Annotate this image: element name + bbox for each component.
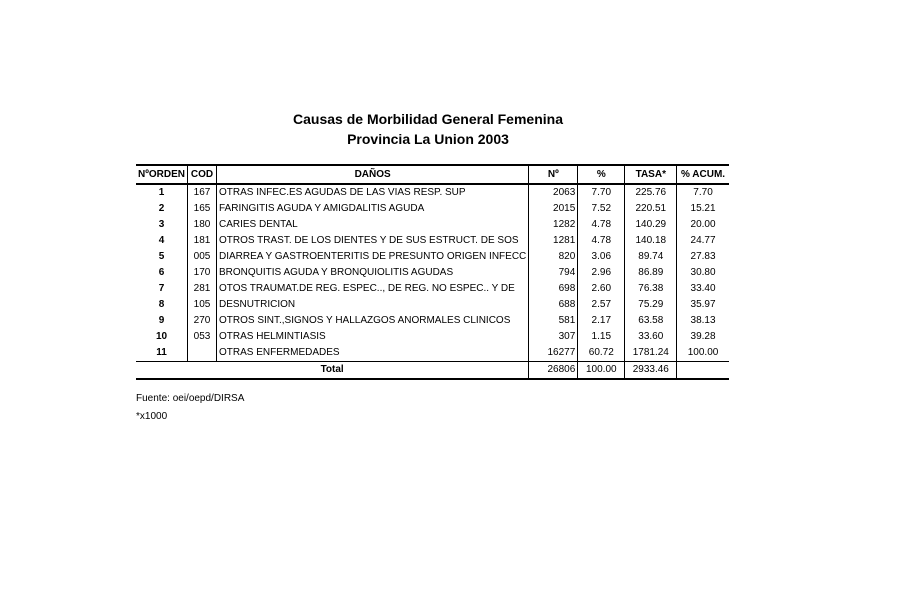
cell-orden: 2: [158, 203, 165, 214]
cell-dano: OTRAS HELMINTIASIS: [217, 329, 529, 345]
header-row: [136, 165, 729, 184]
cell-orden: 4: [158, 235, 165, 246]
cell-pct: 2.17: [578, 313, 625, 329]
table-row: [136, 297, 729, 313]
cell-cod: 053: [188, 329, 217, 345]
cell-tasa: 33.60: [625, 329, 677, 345]
cell-n: 688: [529, 297, 578, 313]
cell-pct: 1.15: [578, 329, 625, 345]
table-row: [136, 345, 729, 362]
cell-orden: 11: [156, 347, 167, 358]
cell-cod: 281: [188, 281, 217, 297]
cell-dano: OTROS TRAST. DE LOS DIENTES Y DE SUS ESTRUCT. DE SOS: [217, 233, 529, 249]
cell-acum: 38.13: [677, 313, 729, 329]
cell-orden: 7: [158, 283, 165, 294]
cell-cod: 165: [188, 201, 217, 217]
cell-tasa: 86.89: [625, 265, 677, 281]
header-danos: DAÑOS: [217, 165, 529, 184]
cell-tasa: 140.18: [625, 233, 677, 249]
cell-tasa: 140.29: [625, 217, 677, 233]
cell-cod: 167: [188, 184, 217, 201]
header-orden: NºORDEN: [136, 165, 188, 184]
header-pct: %: [578, 165, 625, 184]
total-label: Total: [136, 362, 529, 380]
cell-dano: FARINGITIS AGUDA Y AMIGDALITIS AGUDA: [217, 201, 529, 217]
cell-pct: 60.72: [578, 345, 625, 362]
rate-note: *x1000: [136, 411, 168, 422]
table-row: [136, 281, 729, 297]
cell-orden: 3: [158, 219, 165, 230]
cell-acum: 33.40: [677, 281, 729, 297]
total-row: [136, 362, 729, 380]
cell-dano: BRONQUITIS AGUDA Y BRONQUIOLITIS AGUDAS: [217, 265, 529, 281]
total-acum: [677, 362, 729, 380]
cell-acum: 39.28: [677, 329, 729, 345]
cell-n: 1282: [529, 217, 578, 233]
cell-pct: 4.78: [578, 233, 625, 249]
cell-acum: 27.83: [677, 249, 729, 265]
cell-tasa: 76.38: [625, 281, 677, 297]
header-cod: COD: [188, 165, 217, 184]
cell-acum: 15.21: [677, 201, 729, 217]
cell-n: 307: [529, 329, 578, 345]
table-row: [136, 249, 729, 265]
cell-pct: 2.96: [578, 265, 625, 281]
cell-cod: [188, 345, 217, 362]
source-note: Fuente: oei/oepd/DIRSA: [136, 393, 245, 404]
cell-tasa: 63.58: [625, 313, 677, 329]
cell-orden: 6: [158, 267, 165, 278]
table-row: [136, 329, 729, 345]
table-row: [136, 201, 729, 217]
cell-cod: 181: [188, 233, 217, 249]
cell-dano: DESNUTRICION: [217, 297, 529, 313]
total-pct: 100.00: [578, 362, 625, 380]
cell-dano: OTROS SINT.,SIGNOS Y HALLAZGOS ANORMALES CLINICOS: [217, 313, 529, 329]
cell-n: 1281: [529, 233, 578, 249]
cell-tasa: 75.29: [625, 297, 677, 313]
table-row: [136, 233, 729, 249]
table-row: [136, 184, 729, 201]
cell-n: 2015: [529, 201, 578, 217]
cell-orden: 8: [158, 299, 165, 310]
cell-cod: 105: [188, 297, 217, 313]
table-row: [136, 217, 729, 233]
morbidity-table: [136, 164, 729, 380]
total-n: 26806: [529, 362, 578, 380]
cell-tasa: 225.76: [625, 184, 677, 201]
cell-n: 2063: [529, 184, 578, 201]
cell-tasa: 89.74: [625, 249, 677, 265]
cell-acum: 20.00: [677, 217, 729, 233]
cell-n: 698: [529, 281, 578, 297]
cell-orden: 5: [158, 251, 165, 262]
cell-n: 581: [529, 313, 578, 329]
header-tasa: TASA*: [625, 165, 677, 184]
cell-tasa: 220.51: [625, 201, 677, 217]
cell-orden: 9: [158, 315, 165, 326]
cell-cod: 180: [188, 217, 217, 233]
title-line-1: Causas de Morbilidad General Femenina: [293, 111, 563, 127]
cell-cod: 170: [188, 265, 217, 281]
cell-orden: 10: [155, 331, 168, 342]
title-line-2: Provincia La Union 2003: [347, 131, 509, 147]
cell-acum: 24.77: [677, 233, 729, 249]
header-n: Nº: [529, 165, 578, 184]
cell-dano: OTRAS ENFERMEDADES: [217, 345, 529, 362]
cell-pct: 4.78: [578, 217, 625, 233]
cell-acum: 7.70: [677, 184, 729, 201]
cell-dano: CARIES DENTAL: [217, 217, 529, 233]
cell-pct: 7.52: [578, 201, 625, 217]
cell-dano: OTOS TRAUMAT.DE REG. ESPEC.., DE REG. NO ESPEC.. Y DE: [217, 281, 529, 297]
cell-pct: 7.70: [578, 184, 625, 201]
header-acum: % ACUM.: [677, 165, 729, 184]
cell-tasa: 1781.24: [625, 345, 677, 362]
cell-acum: 35.97: [677, 297, 729, 313]
cell-n: 16277: [529, 345, 578, 362]
table-row: [136, 313, 729, 329]
cell-dano: DIARREA Y GASTROENTERITIS DE PRESUNTO ORIGEN INFECC: [217, 249, 529, 265]
cell-pct: 3.06: [578, 249, 625, 265]
cell-acum: 100.00: [677, 345, 729, 362]
table-row: [136, 265, 729, 281]
cell-cod: 270: [188, 313, 217, 329]
cell-pct: 2.60: [578, 281, 625, 297]
cell-n: 820: [529, 249, 578, 265]
cell-acum: 30.80: [677, 265, 729, 281]
cell-dano: OTRAS INFEC.ES AGUDAS DE LAS VIAS RESP. SUP: [217, 184, 529, 201]
table-title: [236, 109, 620, 149]
cell-n: 794: [529, 265, 578, 281]
cell-cod: 005: [188, 249, 217, 265]
cell-orden: 1: [158, 187, 165, 198]
cell-pct: 2.57: [578, 297, 625, 313]
total-tasa: 2933.46: [625, 362, 677, 380]
